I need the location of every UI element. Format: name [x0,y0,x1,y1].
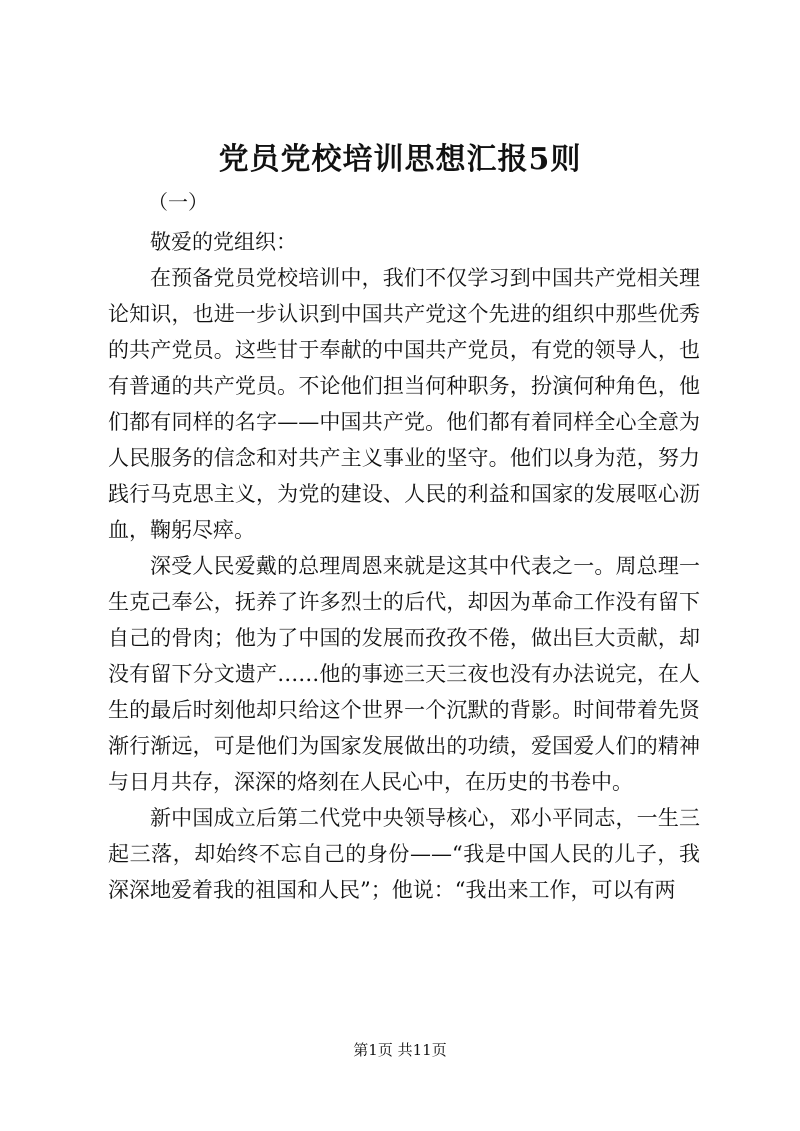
paragraph: 深受人民爱戴的总理周恩来就是这其中代表之一。周总理一生克己奉公，抚养了许多烈士的后代，却因为革命工作没有留下自己的骨肉；他为了中国的发展而孜孜不倦，做出巨大贡献，却没有留下分文遗产……他的事迹三天三夜也没有办法说完，在人生的最后时刻他却只给这个世界一个沉默的背影。时间带着先贤渐行渐远，可是他们为国家发展做出的功绩，爱国爱人们的精神与日月共存，深深的烙刻在人民心中，在历史的书卷中。 [108,554,700,794]
page-footer: 第1页 共11页 [353,1041,447,1059]
section-number: （一） [148,190,208,214]
salutation: 敬爱的党组织： [150,230,297,254]
paragraph: 在预备党员党校培训中，我们不仅学习到中国共产党相关理论知识，也进一步认识到中国共产党这个先进的组织中那些优秀的共产党员。这些甘于奉献的中国共产党员，有党的领导人，也有普通的共产党员。不论他们担当何种职务，扮演何种角色，他们都有同样的名字——中国共产党。他们都有着同样全心全意为人民服务的信念和对共产主义事业的坚守。他们以身为范，努力践行马克思主义，为党的建设、人民的利益和国家的发展呕心沥血，鞠躬尽瘁。 [108,266,700,542]
document-body [108,224,700,908]
page-title: 党员党校培训思想汇报5则 [218,142,582,177]
paragraph: 新中国成立后第二代党中央领导核心，邓小平同志，一生三起三落，却始终不忘自己的身份——“我是中国人民的儿子，我深深地爱着我的祖国和人民”；他说：“我出来工作，可以有两 [108,806,700,902]
